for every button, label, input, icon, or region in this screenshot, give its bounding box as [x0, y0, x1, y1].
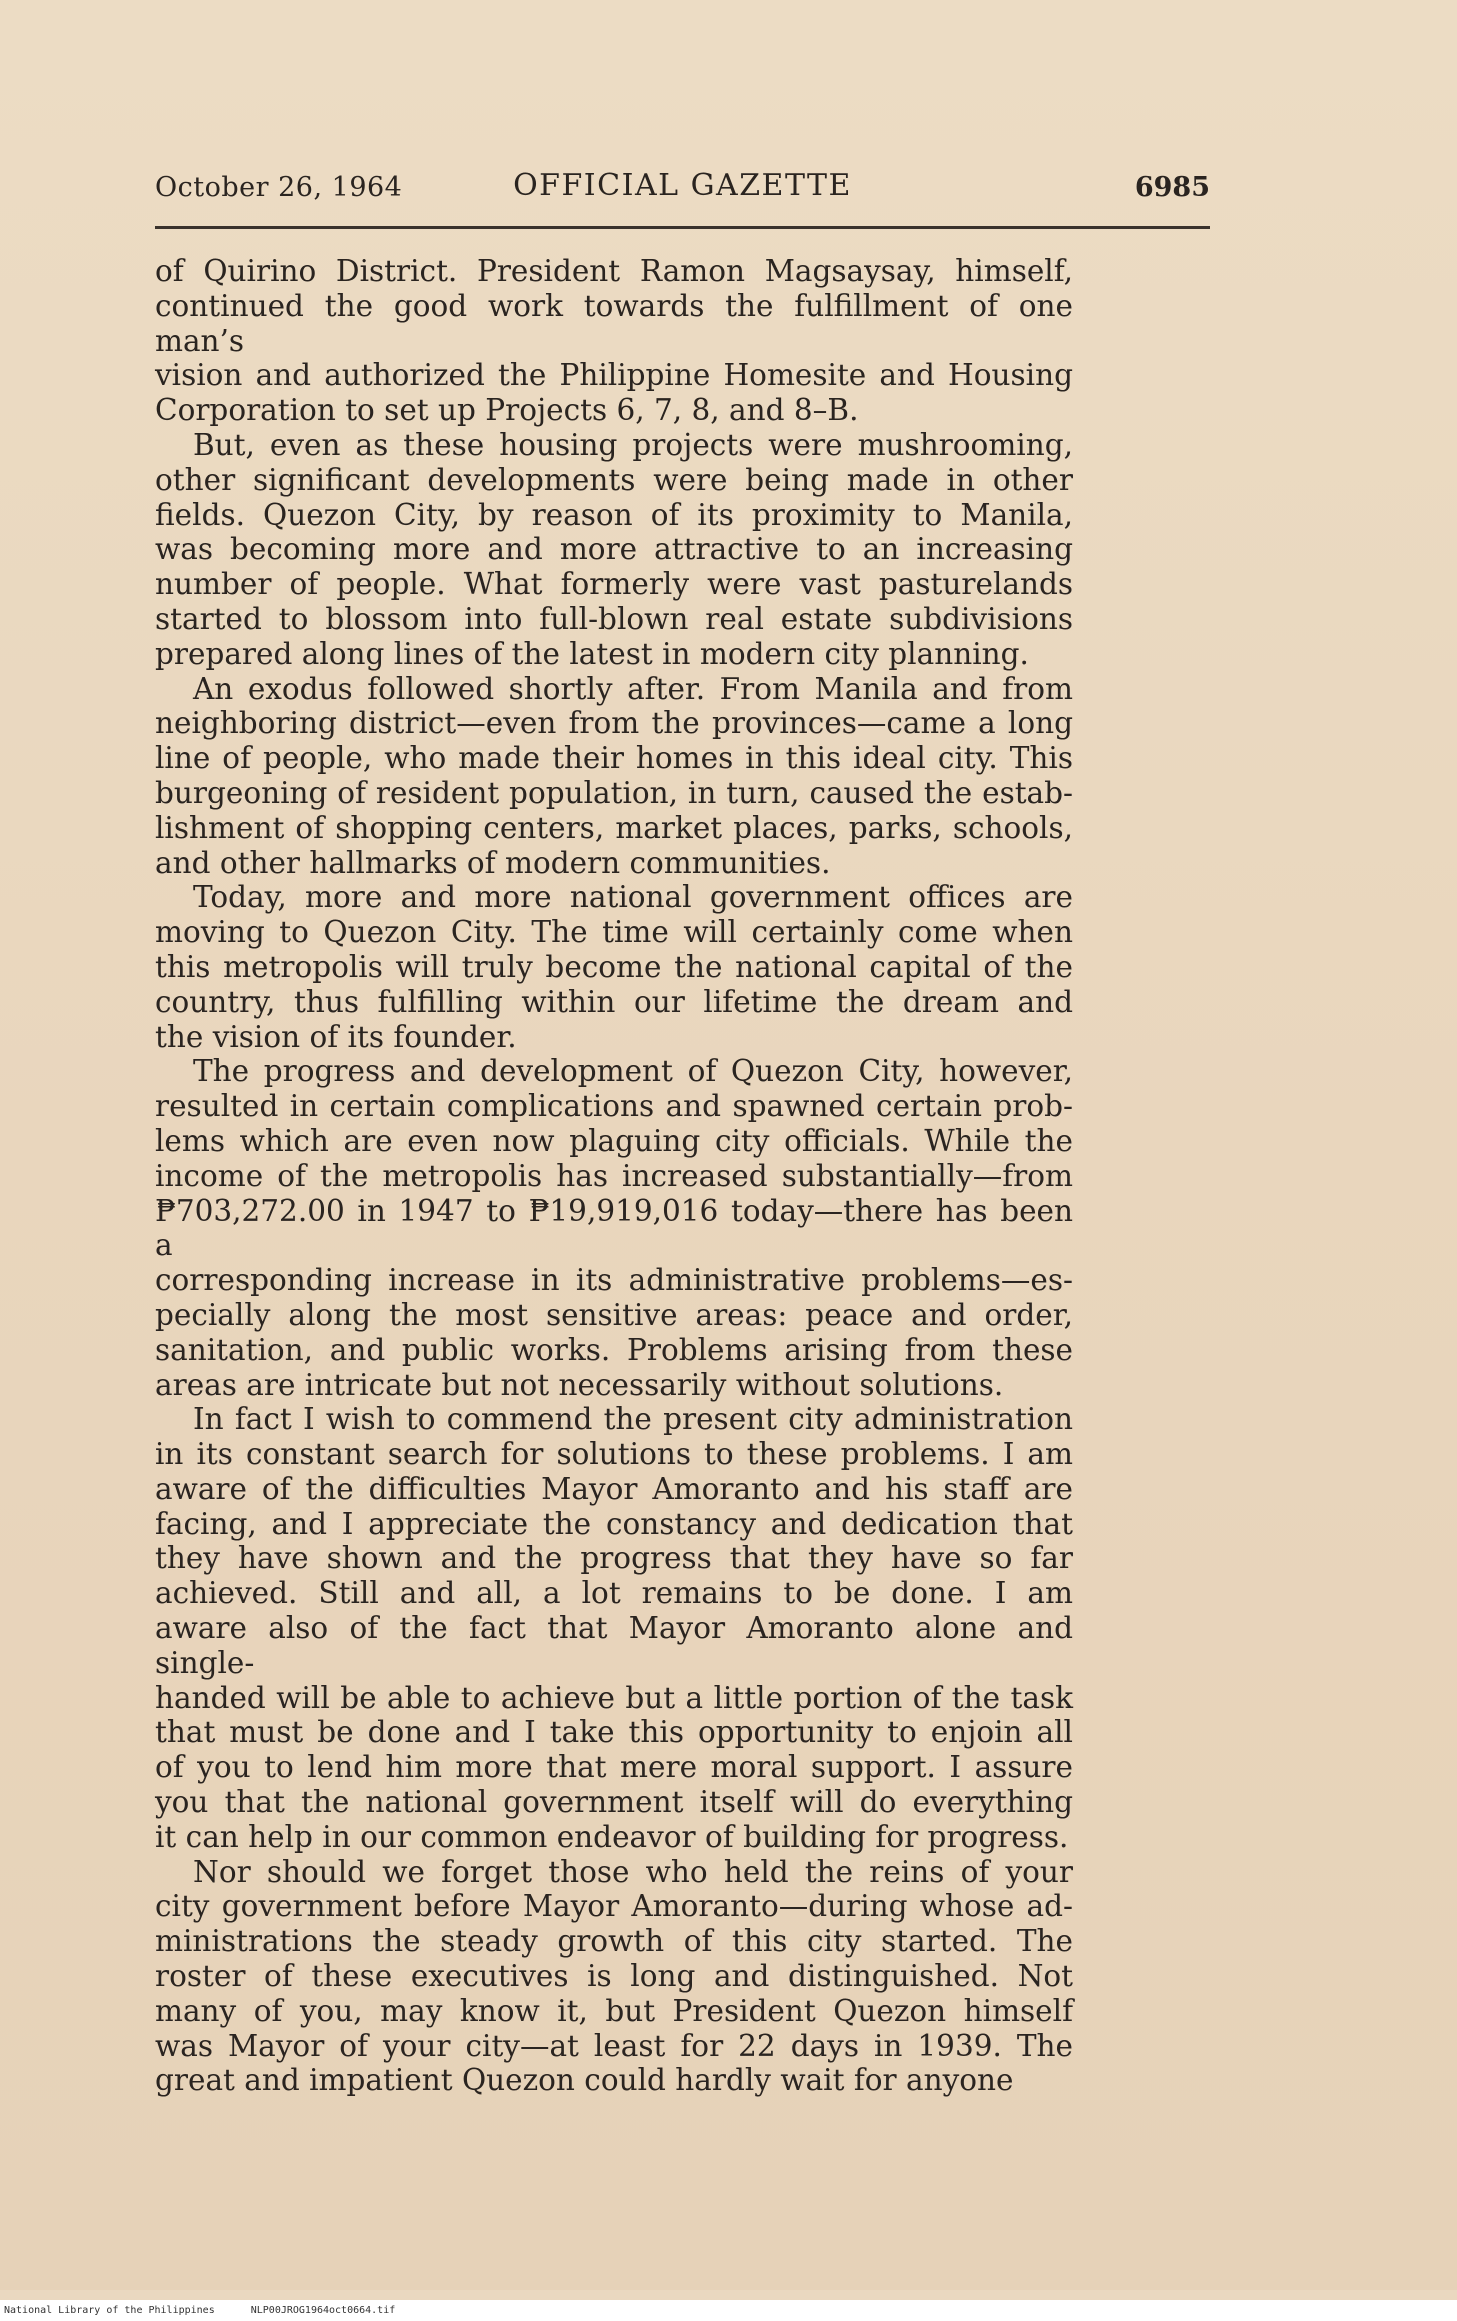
footer-library: National Library of the Philippines: [4, 2305, 215, 2316]
text-line: In fact I wish to commend the present city administration: [193, 1402, 1073, 1437]
text-line: in its constant search for solutions to these problems. I am: [155, 1437, 1073, 1472]
page-header: [155, 168, 1210, 222]
text-line: areas are intricate but not necessarily without solutions.: [155, 1367, 1004, 1402]
page-number: 6985: [1134, 172, 1210, 203]
text-line: moving to Quezon City. The time will certainly come when: [155, 915, 1073, 950]
text-line: this metropolis will truly become the national capital of the: [155, 949, 1073, 984]
text-line: number of people. What formerly were vast pasturelands: [155, 567, 1073, 602]
text-line: pecially along the most sensitive areas: peace and order,: [155, 1297, 1073, 1332]
text-line: facing, and I appreciate the constancy and dedication that: [155, 1506, 1073, 1541]
text-line: was becoming more and more attractive to an increasing: [155, 532, 1073, 567]
text-line: aware also of the fact that Mayor Amoranto alone and single-: [155, 1611, 1073, 1680]
text-line: continued the good work towards the fulfillment of one man’s: [155, 288, 1073, 358]
footer-filename: NLP00JROG1964oct0664.tif: [250, 2305, 396, 2316]
text-line: An exodus followed shortly after. From Manila and from: [193, 671, 1073, 706]
text-line: fields. Quezon City, by reason of its proximity to Manila,: [155, 497, 1073, 532]
text-line: line of people, who made their homes in this ideal city. This: [155, 741, 1073, 776]
article-body: [155, 254, 1073, 2098]
text-line: resulted in certain complications and spawned certain prob-: [155, 1089, 1073, 1124]
header-date: October 26, 1964: [155, 172, 403, 203]
text-line: was Mayor of your city—at least for 22 days in 1939. The: [155, 2028, 1073, 2063]
text-line: you that the national government itself will do everything: [155, 1785, 1073, 1820]
text-line: prepared along lines of the latest in modern city planning.: [155, 636, 1029, 671]
text-line: they have shown and the progress that they have so far: [155, 1541, 1073, 1576]
text-line: other significant developments were being made in other: [155, 462, 1073, 497]
text-line: of Quirino District. President Ramon Magsaysay, himself,: [155, 254, 1073, 288]
text-line: Corporation to set up Projects 6, 7, 8, and 8–B.: [155, 393, 859, 428]
text-line: roster of these executives is long and distinguished. Not: [155, 1959, 1073, 1994]
text-line: sanitation, and public works. Problems arising from these: [155, 1332, 1073, 1367]
text-line: the vision of its founder.: [155, 1019, 517, 1054]
text-line: neighboring district—even from the provinces—came a long: [155, 706, 1073, 741]
text-line: The progress and development of Quezon City, however,: [193, 1054, 1073, 1089]
text-line: Nor should we forget those who held the reins of your: [193, 1854, 1073, 1889]
text-line: corresponding increase in its administrative problems—es-: [155, 1263, 1073, 1298]
text-line: vision and authorized the Philippine Homesite and Housing: [155, 358, 1073, 393]
text-line: ministrations the steady growth of this city started. The: [155, 1924, 1073, 1959]
text-line: lishment of shopping centers, market places, parks, schools,: [155, 810, 1073, 845]
header-title: OFFICIAL GAZETTE: [513, 168, 852, 203]
header-rule: [155, 226, 1210, 229]
text-line: started to blossom into full-blown real estate subdivisions: [155, 601, 1073, 636]
text-line: city government before Mayor Amoranto—during whose ad-: [155, 1889, 1073, 1924]
text-line: country, thus fulfilling within our lifetime the dream and: [155, 984, 1073, 1019]
text-line: and other hallmarks of modern communities.: [155, 845, 831, 880]
text-line: Today, more and more national government offices are: [193, 880, 1073, 915]
text-line: many of you, may know it, but President Quezon himself: [155, 1993, 1073, 2028]
scan-footer: [0, 2300, 1457, 2321]
text-line: it can help in our common endeavor of building for progress.: [155, 1819, 1069, 1854]
text-line: aware of the difficulties Mayor Amoranto and his staff are: [155, 1471, 1073, 1506]
text-line: of you to lend him more that mere moral support. I assure: [155, 1750, 1073, 1785]
text-line: ₱703,272.00 in 1947 to ₱19,919,016 today—there has been a: [155, 1193, 1073, 1263]
text-line: great and impatient Quezon could hardly wait for anyone: [155, 2063, 1014, 2098]
text-line: But, even as these housing projects were mushrooming,: [193, 427, 1073, 462]
text-line: handed will be able to achieve but a little portion of the task: [155, 1680, 1073, 1715]
text-line: achieved. Still and all, a lot remains to be done. I am: [155, 1576, 1073, 1611]
text-line: burgeoning of resident population, in turn, caused the estab-: [155, 775, 1073, 810]
text-line: lems which are even now plaguing city officials. While the: [155, 1123, 1073, 1158]
text-line: that must be done and I take this opportunity to enjoin all: [155, 1715, 1073, 1750]
text-line: income of the metropolis has increased substantially—from: [155, 1158, 1073, 1193]
